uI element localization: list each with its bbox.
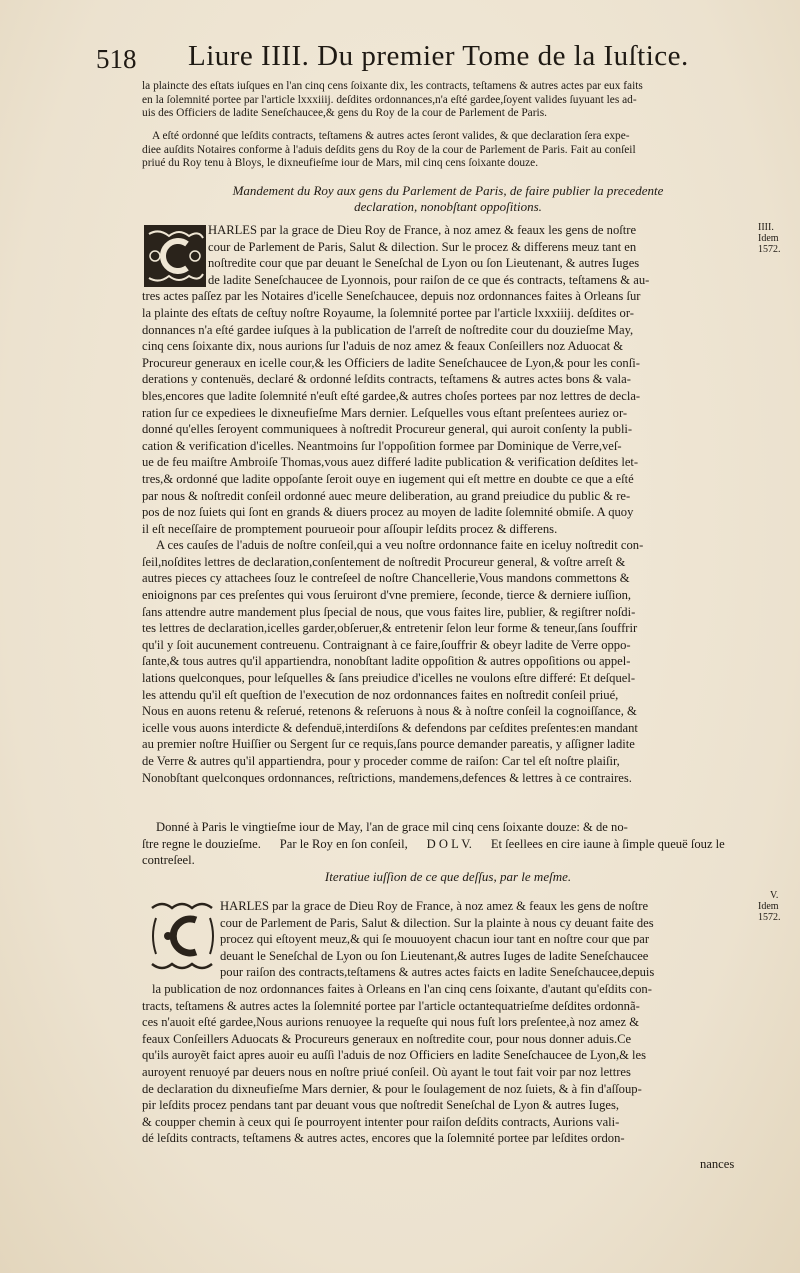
- text-line: qu'il y ſoit aucunement contreuenu. Contraignant à ce faire,ſouffrir & obeyr ladite de Verre oppo-: [142, 637, 631, 652]
- text-line: A eſté ordonné que leſdits contracts, teſtamens & autres actes ſeront valides, & que declaration ſera expe-: [152, 130, 630, 142]
- text-line: cour de Parlement de Paris, Salut & dilection. Sur la plainte à nous cy deuant faite des: [220, 915, 654, 930]
- text-line: uis des Officiers de ladite Seneſchaucee,& gens du Roy de la cour de Parlement de Paris.: [142, 107, 547, 120]
- text-line: cinq cens ſoixante dix, nous aurions ſur l'aduis de noz amez & feaux Conſeillers noz Aduocat &: [142, 339, 624, 354]
- text-line: bles,encores que ladite ſolemnité n'euſt eſté gardee,& autres choſes portees par noz lettres de decla-: [142, 388, 641, 403]
- text-line: par nous & noſtredit conſeil ordonné auec meure deliberation, au grand preiudice du public & re-: [142, 488, 631, 503]
- text-line: iaune à ſimple queuë ſouz le contreſeel.: [142, 836, 725, 868]
- text-line: il eſt neceſſaire de promptement pourueoir pour aſſoupir leſdits procez & differens.: [142, 521, 558, 536]
- text-line: ration ſur ce expediees le dixneufieſme Mars dernier. Leſquelles vous eſtant preſentees auriez or-: [142, 405, 628, 420]
- text-line: de declaration du dixneufieſme Mars dernier, & pour le ſoulagement de noz ſuiets, & à fin d'aſſoup-: [142, 1081, 642, 1096]
- text-line: derations y contenuës, declaré & ordonné leſdits contracts, teſtamens & autres actes bons & vala-: [142, 372, 631, 387]
- text-line: ſeil,noſdites lettres de declaration,conſentement de noſtredit Procureur general, & voſtre arreſt &: [142, 554, 626, 569]
- text-line: tracts, teſtamens & autres actes la ſolemnité portee par l'article octantequatrieſme deſdites ordonnã-: [142, 998, 640, 1013]
- text-line: la plaincte des eſtats iuſques en l'an cinq cens ſoixante dix, les contracts, teſtamens & autres actes par eux faits: [142, 80, 643, 92]
- text-line: feaux Conſeillers Aduocats & Procureurs generaux en noſtredite cour, pour nous donner aduis.Ce: [142, 1031, 632, 1046]
- text-line: ſans attendre autre mandement plus ſpecial de nous, que vous faites lire, publier, & regiſtrer noſdi-: [142, 604, 636, 619]
- text-line: cour de Parlement de Paris, Salut & dilection. Sur le procez & differens meuz tant en: [208, 239, 637, 254]
- text-line: procez qui eſtoyent meuz,& qui ſe mouuoyent chacun iour tant en noſtre cour que par: [220, 932, 650, 947]
- text-line: HARLES par la grace de Dieu Roy de France, à noz amez & feaux les gens de noſtre: [220, 899, 649, 913]
- margin-note-1: [758, 222, 800, 255]
- margin-note-number: V.: [770, 890, 779, 901]
- margin-note-2: [758, 890, 800, 923]
- running-title: Liure IIII. Du premier Tome de la Iuſtice.: [188, 40, 689, 72]
- page-number: 518: [96, 44, 137, 74]
- text-line: qu'ils auroyẽt faict apres auoir eu auſſi l'aduis de noz Officiers en ladite Seneſchaucee de Lyon,& les: [142, 1048, 647, 1063]
- heading-line: Mandement du Roy aux gens du Parlement de Paris, de faire publier la precedente: [232, 183, 664, 198]
- text-line: en la ſolemnité portee par l'article lxxxiiij. deſdites ordonnances,n'a eſté gardee,ſoyent valides ſuyuant les ad-: [142, 93, 637, 106]
- text-line: Donné à Paris le vingtieſme iour de May, l'an de grace mil cinq cens ſoixante douze: & de no-: [156, 820, 628, 834]
- text-line: ces n'auoit eſté gardee,Nous aurions renuoyee la requeſte qui nous fuſt lors preſentee,à noz amez &: [142, 1015, 640, 1030]
- text-line: dé leſdits contracts, teſtamens & autres actes, encores que la ſolemnité portee par leſdites ordon-: [142, 1131, 625, 1146]
- section-heading-1: [142, 183, 754, 215]
- text-line: au premier noſtre Huiſſier ou Sergent ſur ce requis,ſans pource demander pareatis, y aſſigner ladite: [142, 737, 635, 752]
- text-line: cation & verification d'icelles. Neantmoins ſur l'oppoſition formee par Dominique de Verre,veſ-: [142, 438, 622, 453]
- text-line: la publication de noz ordonnances faites à Orleans en l'an cinq cens ſoixante, d'autant qu'eſdits con-: [152, 981, 652, 996]
- text-line: noſtredite cour que par deuant le Seneſchal de Lyon ou ſon Lieutenant, & autres Iuges: [208, 256, 640, 271]
- text-line: auroyent renuoyé par deuers nous en noſtre priué conſeil. Où ayant le tout fait voir par noz lettres: [142, 1064, 631, 1079]
- text-line: ſtre regne le douzieſme. Par le Roy en ſon conſeil, D O L V. Et ſeellees en cire: [142, 836, 580, 851]
- catchword: nances: [700, 1157, 735, 1171]
- text-line: lations quelconques, pour leſquelles & ſans preiudice d'icelles ne voulons eſtre differé: Et deſquel-: [142, 671, 636, 686]
- heading-line: declaration, nonobſtant oppoſitions.: [354, 199, 542, 214]
- section-1-body: [142, 222, 754, 786]
- text-line: Procureur generaux en icelle cour,& les Officiers de ladite Seneſchaucee de Lyon,& pour les conſi-: [142, 355, 640, 370]
- section-heading-2: Iteratiue iuſſion de ce que deſſus, par le meſme.: [324, 869, 572, 884]
- text-line: deuant le Seneſchal de Lyon ou ſon Lieutenant,& autres Iuges de ladite Seneſchaucee: [220, 948, 649, 963]
- text-line: A ces cauſes de l'aduis de noſtre conſeil,qui a veu noſtre ordonnance faite en iceluy noſtredit con-: [156, 538, 644, 553]
- text-line: pir leſdits procez pendans tant par deuant vous que noſtredit Seneſchal de Lyon & autres Iuges,: [142, 1098, 620, 1113]
- text-line: diee auſdits Notaires conforme à l'aduis deſdits gens du Roy de la cour de Parlement de Paris. Fait au conſeil: [142, 143, 636, 156]
- text-line: pos de noz ſuiets qui ſont en grands & diuers procez au moyen de ladite ſolemnité obmiſe. A quoy: [142, 505, 634, 520]
- text-line: les attendu qu'il eſt queſtion de l'execution de noz ordonnances faites en noſtredit conſeil priué,: [142, 687, 619, 702]
- text-line: Nonobſtant quelconques ordonnances, reſtrictions, mandemens,defences & lettres à ce contraires.: [142, 770, 632, 785]
- text-line: ue de feu maiſtre Ambroiſe Thomas,vous auez differé ladite publication & verification deſdites let-: [142, 455, 639, 470]
- text-line: donné qu'elles ſeroyent communiquees à noſtredit Procureur general, qui auroit conſenty la publi-: [142, 422, 633, 437]
- text-line: icelle vous auons interdicte & defenduë,interdiſons & defendons par ceſdites preſentes:en mandant: [142, 720, 638, 735]
- text-line: HARLES par la grace de Dieu Roy de France, à noz amez & feaux les gens de noſtre: [208, 223, 637, 237]
- text-line: de Verre & autres qu'il appartiendra, pour y proceder comme de raiſon: Car tel eſt noſtre plaiſir,: [142, 754, 620, 768]
- margin-note-number: IIII.: [758, 222, 774, 233]
- text-line: tres actes paſſez par les Notaires d'icelle Seneſchaucee, depuis noz ordonnances faites à Orleans ſur: [142, 289, 641, 304]
- top-paragraph-1: [142, 80, 754, 121]
- text-line: pour raiſon des contracts,teſtamens & autres actes faicts en ladite Seneſchaucee,depuis: [220, 965, 655, 980]
- margin-note-text: Idem 1572.: [758, 233, 781, 255]
- top-paragraph-2: [142, 130, 754, 171]
- text-line: ſante,& tous autres qu'il appartiendra, nonobſtant ladite oppoſition & autres oppoſitions ou appel-: [142, 654, 631, 669]
- text-line: donnances n'a eſté gardee iuſques à la publication de l'arreſt de noſtredite cour du douzieſme May,: [142, 322, 634, 337]
- text-line: autres pieces cy attachees ſouz le contreſeel de noſtre Chancellerie,Vous mandons commettons &: [142, 571, 630, 586]
- text-line: enioignons par ces preſentes qui vous ſeruiront d'vne premiere, ſeconde, tierce & derniere iuſſion,: [142, 588, 632, 603]
- text-line: tres,& ordonné que ladite oppoſante ſeroit ouye en iugement qui eſt mettre en doubte ce que a eſté: [142, 471, 634, 486]
- text-line: tes lettres de declaration,icelles garder,obſeruer,& entretenir ſelon leur forme & teneur,ſans ſouffrir: [142, 621, 638, 636]
- text-line: Nous en auons retenu & reſerué, retenons & reſeruons à nous & à noſtre conſeil la cognoiſſance, &: [142, 704, 637, 719]
- closing-formula: [142, 819, 754, 869]
- section-2-body: [142, 898, 754, 1147]
- text-line: priué du Roy tenu à Bloys, le dixneufieſme iour de Mars, mil cinq cens ſoixante douze.: [142, 157, 539, 170]
- text-line: la plainte des eſtats de ceſtuy noſtre Royaume, la ſolemnité portee par l'article lxxxiiij. deſdites or-: [142, 305, 634, 320]
- margin-note-text: Idem 1572.: [758, 901, 781, 923]
- text-line: de ladite Seneſchaucee de Lyonnois, pour raiſon de ce que és contracts, teſtamens & au-: [208, 272, 650, 287]
- text-line: & coupper chemin à ceux qui ſe pourroyent intenter pour raiſon deſdits contracts, Aurions vali-: [142, 1114, 620, 1129]
